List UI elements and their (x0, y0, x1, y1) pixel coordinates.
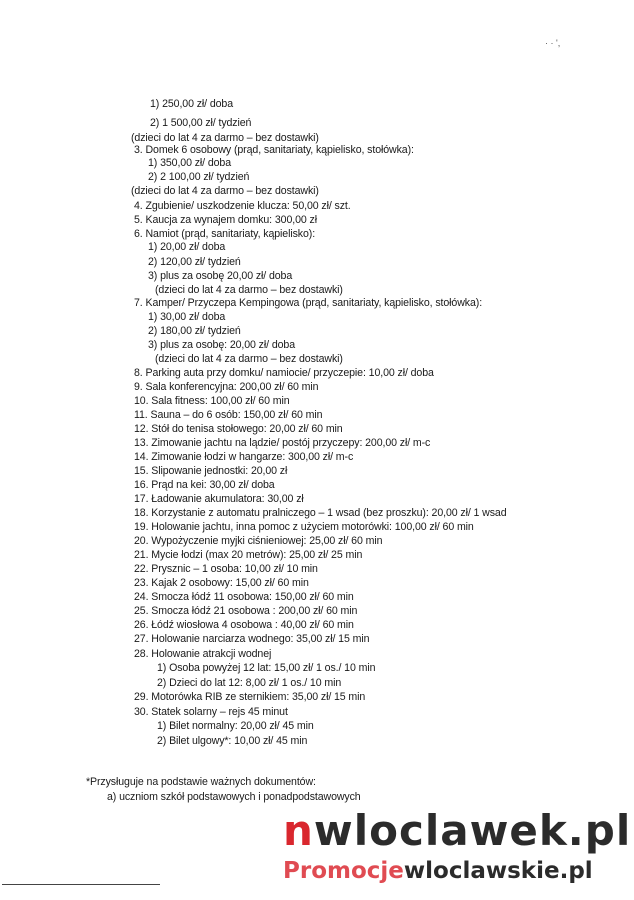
text-line: 2) 180,00 zł/ tydzień (148, 325, 241, 337)
text-line: 1) Osoba powyżej 12 lat: 15,00 zł/ 1 os./ 10 min (157, 662, 376, 674)
text-line: 2) 1 500,00 zł/ tydzień (150, 117, 252, 129)
text-line: 30. Statek solarny – rejs 45 minut (134, 706, 288, 718)
text-line: 24. Smocza łódź 11 osobowa: 150,00 zł/ 60 min (134, 591, 354, 603)
text-line: 20. Wypożyczenie myjki ciśnieniowej: 25,00 zł/ 60 min (134, 535, 383, 547)
text-line: 3) plus za osobę: 20,00 zł/ doba (148, 339, 295, 351)
text-line: 15. Slipowanie jednostki: 20,00 zł (134, 465, 288, 477)
text-line: 21. Mycie łodzi (max 20 metrów): 25,00 zł/ 25 min (134, 549, 363, 561)
text-line: 2) Dzieci do lat 12: 8,00 zł/ 1 os./ 10 min (157, 677, 342, 689)
text-line: 26. Łódź wiosłowa 4 osobowa : 40,00 zł/ 60 min (134, 619, 354, 631)
text-line: 3. Domek 6 osobowy (prąd, sanitariaty, kąpielisko, stołówka): (134, 144, 414, 156)
text-line: 2) 2 100,00 zł/ tydzień (148, 171, 250, 183)
watermark-accent: Promocje (283, 858, 404, 884)
text-line: 1) Bilet normalny: 20,00 zł/ 45 min (157, 720, 314, 732)
text-line: (dzieci do lat 4 za darmo – bez dostawki) (155, 284, 343, 296)
watermark-logo-primary (283, 808, 631, 854)
text-line: 10. Sala fitness: 100,00 zł/ 60 min (134, 395, 290, 407)
text-line: 28. Holowanie atrakcji wodnej (134, 648, 272, 660)
text-line: a) uczniom szkół podstawowych i ponadpodstawowych (107, 791, 361, 803)
text-line: 1) 20,00 zł/ doba (148, 241, 226, 253)
text-line: 1) 30,00 zł/ doba (148, 311, 226, 323)
text-line: (dzieci do lat 4 za darmo – bez dostawki) (131, 132, 319, 144)
text-line: 5. Kaucja za wynajem domku: 300,00 zł (134, 214, 317, 226)
text-line: 25. Smocza łódź 21 osobowa : 200,00 zł/ 60 min (134, 605, 358, 617)
text-line: (dzieci do lat 4 za darmo – bez dostawki) (131, 185, 319, 197)
text-line: 16. Prąd na kei: 30,00 zł/ doba (134, 479, 275, 491)
scan-mark: · · ', (545, 38, 561, 48)
text-line: 29. Motorówka RIB ze sternikiem: 35,00 zł/ 15 min (134, 691, 366, 703)
text-line: 13. Zimowanie jachtu na lądzie/ postój przyczepy: 200,00 zł/ m-c (134, 437, 431, 449)
text-line: 4. Zgubienie/ uszkodzenie klucza: 50,00 zł/ szt. (134, 200, 351, 212)
watermark-accent: n (283, 806, 314, 855)
text-line: 18. Korzystanie z automatu pralniczego – 1 wsad (bez proszku): 20,00 zł/ 1 wsad (134, 507, 507, 519)
footnote-divider (2, 884, 160, 885)
watermark-text: wloclawek.pl (313, 806, 632, 855)
text-line: 6. Namiot (prąd, sanitariaty, kąpielisko): (134, 228, 316, 240)
text-line: 8. Parking auta przy domku/ namiocie/ przyczepie: 10,00 zł/ doba (134, 367, 434, 379)
text-line: 11. Sauna – do 6 osób: 150,00 zł/ 60 min (134, 409, 323, 421)
text-line: *Przysługuje na podstawie ważnych dokumentów: (86, 776, 316, 788)
text-line: 1) 350,00 zł/ doba (148, 157, 232, 169)
text-line: 12. Stół do tenisa stołowego: 20,00 zł/ 60 min (134, 423, 343, 435)
text-line: 17. Ładowanie akumulatora: 30,00 zł (134, 493, 304, 505)
text-line: 22. Prysznic – 1 osoba: 10,00 zł/ 10 min (134, 563, 318, 575)
text-line: 7. Kamper/ Przyczepa Kempingowa (prąd, sanitariaty, kąpielisko, stołówka): (134, 297, 483, 309)
text-line: 27. Holowanie narciarza wodnego: 35,00 zł/ 15 min (134, 633, 370, 645)
text-line: 1) 250,00 zł/ doba (150, 98, 234, 110)
text-line: 9. Sala konferencyjna: 200,00 zł/ 60 min (134, 381, 319, 393)
text-line: (dzieci do lat 4 za darmo – bez dostawki) (155, 353, 343, 365)
text-line: 23. Kajak 2 osobowy: 15,00 zł/ 60 min (134, 577, 309, 589)
text-line: 14. Zimowanie łodzi w hangarze: 300,00 zł/ m-c (134, 451, 354, 463)
watermark-logo-secondary (283, 857, 593, 885)
text-line: 2) Bilet ulgowy*: 10,00 zł/ 45 min (157, 735, 308, 747)
text-line: 19. Holowanie jachtu, inna pomoc z użyciem motorówki: 100,00 zł/ 60 min (134, 521, 474, 533)
watermark-text: wloclawskie.pl (403, 858, 593, 884)
text-line: 2) 120,00 zł/ tydzień (148, 256, 241, 268)
text-line: 3) plus za osobę 20,00 zł/ doba (148, 270, 293, 282)
